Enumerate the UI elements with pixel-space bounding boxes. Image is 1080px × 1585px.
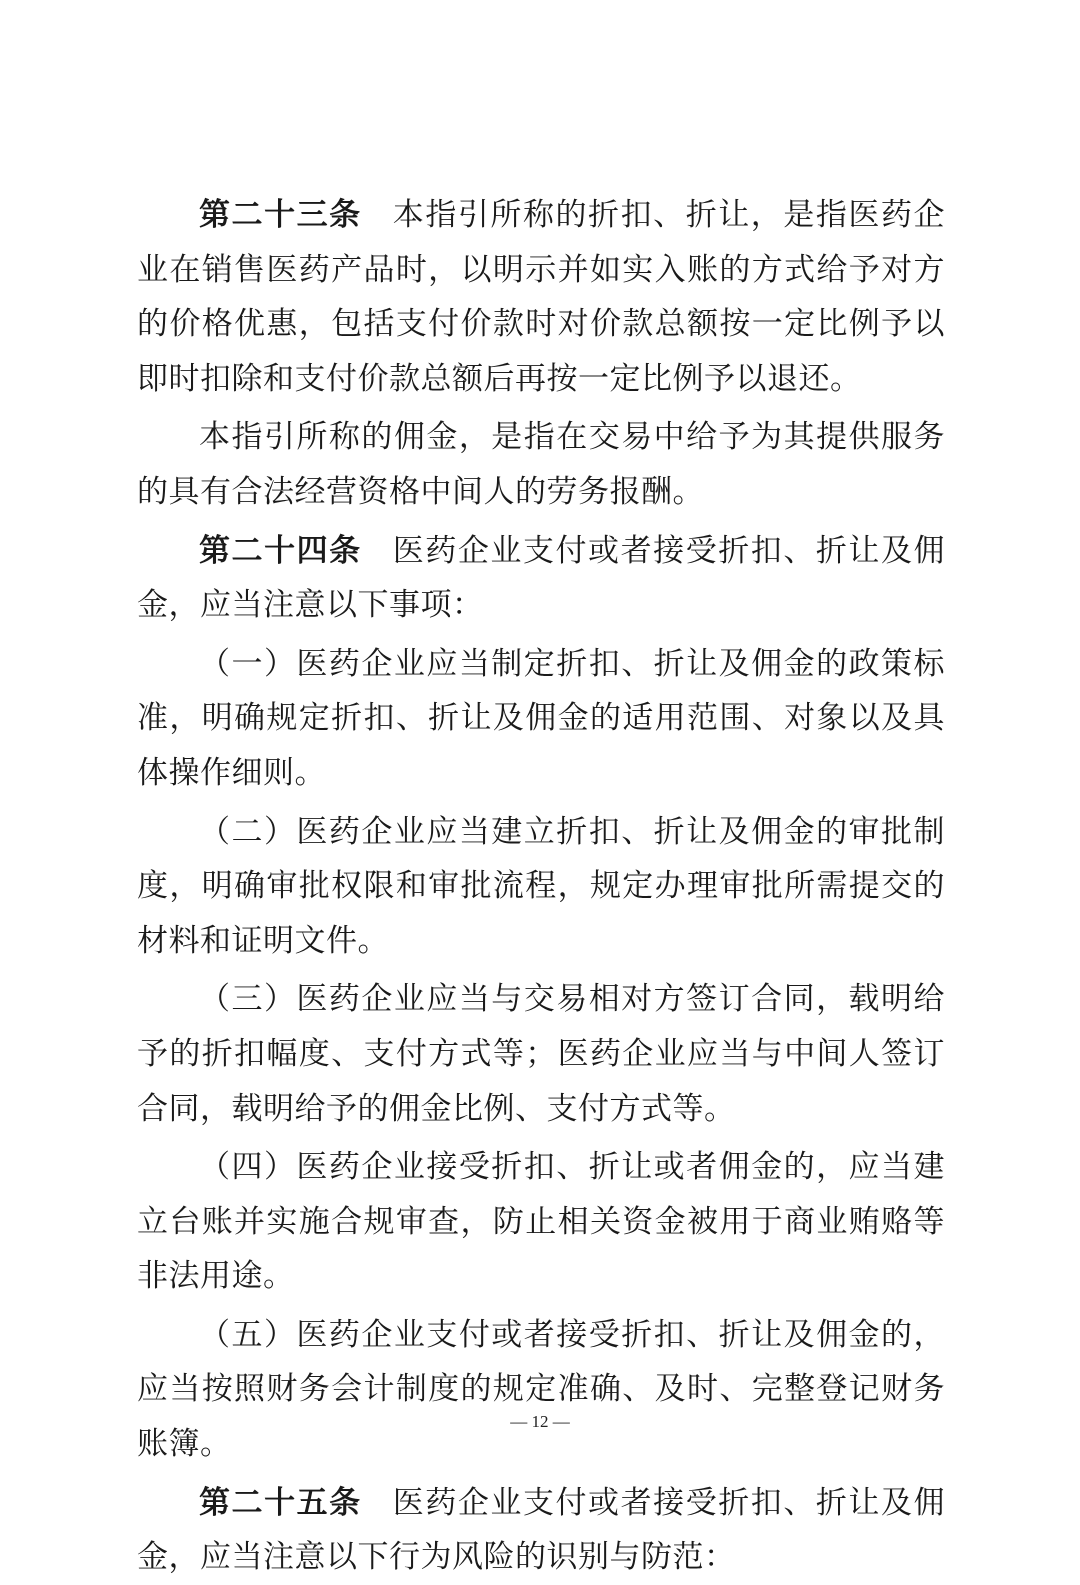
paragraph-text: 医药企业支付或者接受折扣、折让及佣金，应当注意以下行为风险的识别与防范：	[137, 1484, 946, 1576]
paragraph-text: （一）医药企业应当制定折扣、折让及佣金的政策标准，明确规定折扣、折让及佣金的适用范围、对象以及具体操作细则。	[137, 645, 945, 791]
paragraph-text: （三）医药企业应当与交易相对方签订合同，载明给予的折扣幅度、支付方式等；医药企业应当与中间人签订合同，载明给予的佣金比例、支付方式等。	[137, 981, 945, 1127]
article-25-paragraph	[137, 1476, 945, 1585]
commission-definition-paragraph	[137, 410, 945, 519]
item-4-paragraph	[137, 1140, 945, 1304]
paragraph-text: 本指引所称的佣金，是指在交易中给予为其提供服务的具有合法经营资格中间人的劳务报酬。	[137, 419, 945, 510]
article-heading: 第二十三条	[199, 197, 362, 233]
document-body	[137, 188, 945, 1585]
article-24-paragraph	[137, 524, 945, 633]
paragraph-text: （二）医药企业应当建立折扣、折让及佣金的审批制度，明确审批权限和审批流程，规定办理审批所需提交的材料和证明文件。	[137, 813, 945, 959]
page-number: — 12 —	[510, 1412, 570, 1431]
article-heading: 第二十五条	[199, 1484, 362, 1521]
article-23-paragraph	[137, 188, 945, 406]
paragraph-text: （四）医药企业接受折扣、折让或者佣金的，应当建立台账并实施合规审查，防止相关资金被用于商业贿赂等非法用途。	[137, 1149, 945, 1295]
item-2-paragraph	[137, 805, 945, 969]
paragraph-text: （五）医药企业支付或者接受折扣、折让及佣金的，应当按照财务会计制度的规定准确、及时、完整登记财务账簿。	[137, 1316, 945, 1463]
paragraph-text: 医药企业支付或者接受折扣、折让及佣金，应当注意以下事项：	[137, 532, 946, 624]
paragraph-text: 本指引所称的折扣、折让，是指医药企业在销售医药产品时，以明示并如实入账的方式给予对方的价格优惠，包括支付价款时对价款总额按一定比例予以即时扣除和支付价款总额后再按一定比例予以退还。	[137, 197, 946, 397]
item-1-paragraph	[137, 637, 945, 801]
article-heading: 第二十四条	[199, 532, 362, 569]
item-5-paragraph	[137, 1308, 945, 1472]
item-3-paragraph	[137, 972, 945, 1136]
